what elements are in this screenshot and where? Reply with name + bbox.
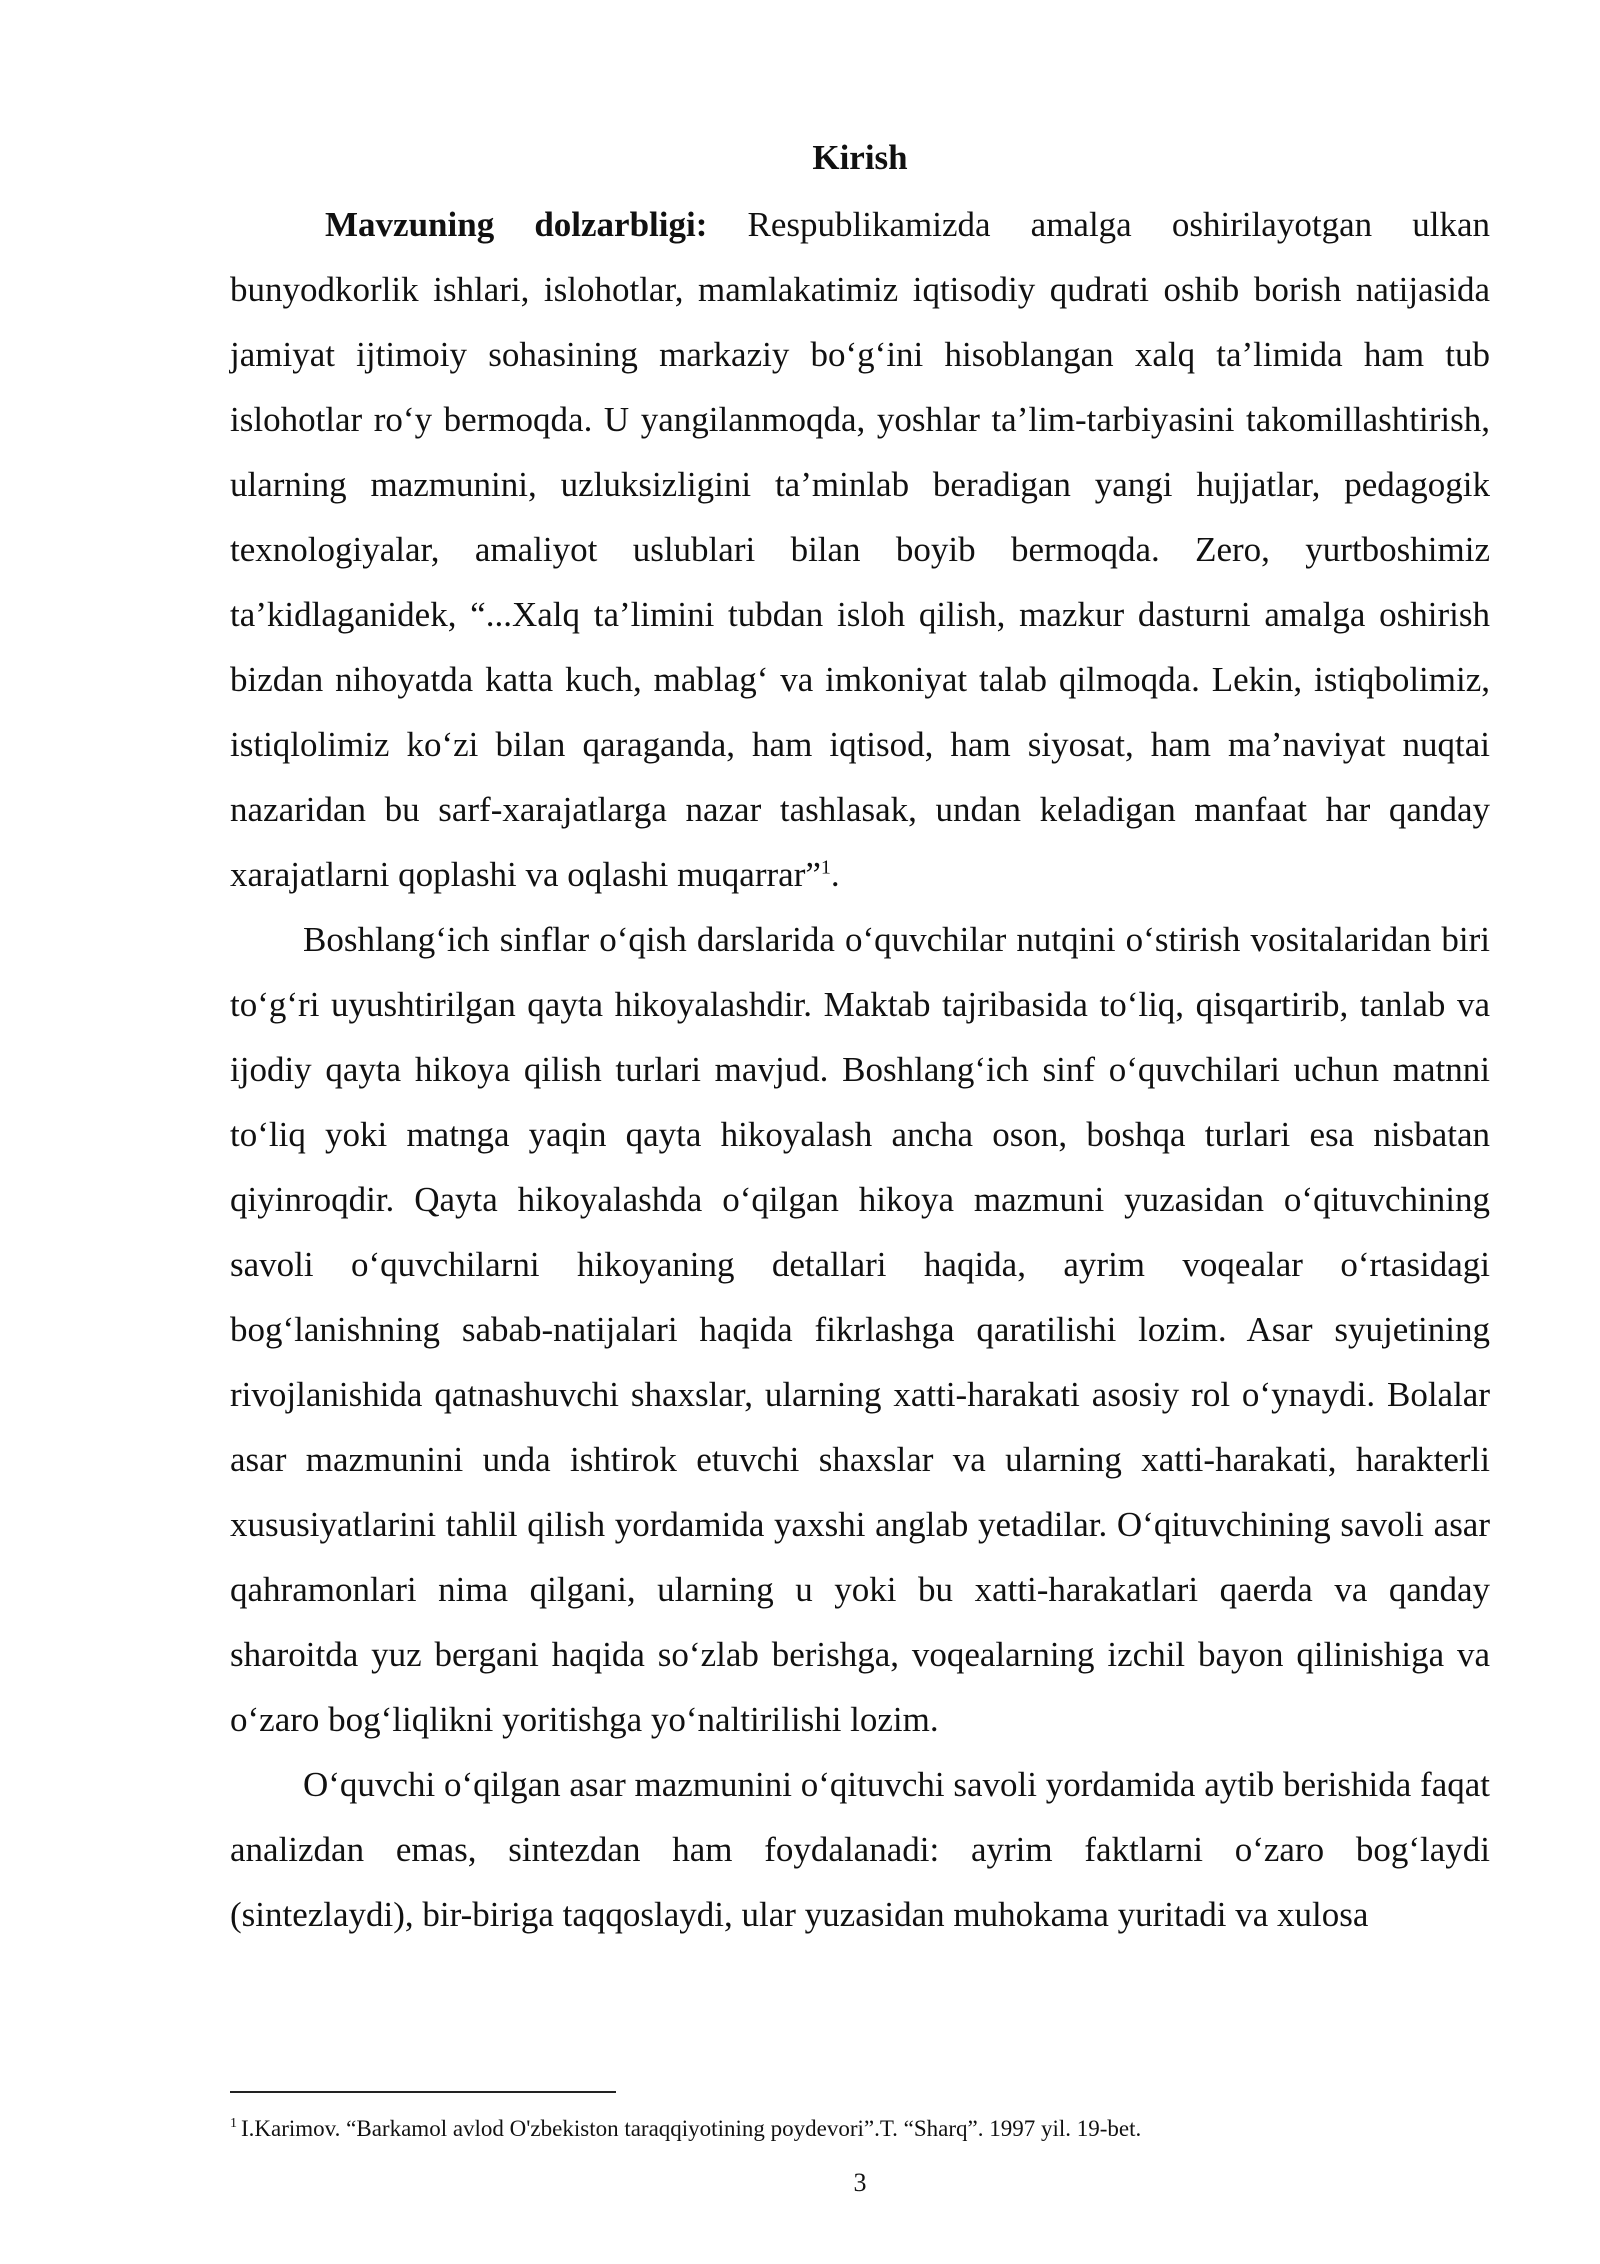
page-number: 3	[853, 2168, 867, 2197]
body-text	[230, 192, 1490, 1947]
footnote-text: I.Karimov. “Barkamol avlod O'zbekiston taraqqiyotining poydevori”.T. “Sharq”. 1997 yil. 19-bet.	[241, 2116, 1142, 2141]
paragraph-analysis: O‘quvchi o‘qilgan asar mazmunini o‘qituvchi savoli yordamida aytib berishida faqat analizdan emas, sintezdan ham foydalanadi: ayrim faktlarni o‘zaro bog‘laydi (sintezlaydi), bir-biriga taqqoslaydi, ular yuzasidan muhokama yuritadi va xulosa	[230, 1765, 1490, 1934]
footnote-number: 1	[230, 2116, 237, 2132]
relevance-tail: .	[830, 855, 840, 894]
footnote	[230, 2114, 1490, 2144]
paragraph-relevance	[230, 192, 1490, 907]
section-title: Kirish	[812, 138, 908, 177]
footnote-reference[interactable]: 1	[820, 856, 831, 879]
footnote-separator	[230, 2091, 616, 2093]
relevance-text: Respublikamizda amalga oshirilayotgan ulkan bunyodkorlik ishlari, islohotlar, mamlakatimiz iqtisodiy qudrati oshib borish natijasida jamiyat ijtimoiy sohasining markaziy bo‘g‘ini hisoblangan xalq ta’limida ham tub islohotlar ro‘y bermoqda. U yangilanmoqda, yoshlar ta’lim-tarbiyasini takomillashtirish, ularning mazmunini, uzluksizligini ta’minlab beradigan yangi hujjatlar, pedagogik texnologiyalar, amaliyot uslublari bilan boyib bermoqda. Zero, yurtboshimiz ta’kidlaganidek, “...Xalq ta’limini tubdan isloh qilish, mazkur dasturni amalga oshirish bizdan nihoyatda katta kuch, mablag‘ va imkoniyat talab qilmoqda. Lekin, istiqbolimiz, istiqlolimiz ko‘zi bilan qaraganda, ham iqtisod, ham siyosat, ham ma’naviyat nuqtai nazaridan bu sarf-xarajatlarga nazar tashlasak, undan keladigan manfaat har qanday xarajatlarni qoplashi va oqlashi muqarrar”	[230, 205, 1490, 894]
paragraph-retelling: Boshlang‘ich sinflar o‘qish darslarida o‘quvchilar nutqini o‘stirish vositalaridan biri to‘g‘ri uyushtirilgan qayta hikoyalashdir. Maktab tajribasida to‘liq, qisqartirib, tanlab va ijodiy qayta hikoya qilish turlari mavjud. Boshlang‘ich sinf o‘quvchilari uchun matnni to‘liq yoki matnga yaqin qayta hikoyalash ancha oson, boshqa turlari esa nisbatan qiyinroqdir. Qayta hikoyalashda o‘qilgan hikoya mazmuni yuzasidan o‘qituvchining savoli o‘quvchilarni hikoyaning detallari haqida, ayrim voqealar o‘rtasidagi bog‘lanishning sabab-natijalari haqida fikrlashga qaratilishi lozim. Asar syujetining rivojlanishida qatnashuvchi shaxslar, ularning xatti-harakati asosiy rol o‘ynaydi. Bolalar asar mazmunini unda ishtirok etuvchi shaxslar va ularning xatti-harakati, harakterli xususiyatlarini tahlil qilish yordamida yaxshi anglab yetadilar. O‘qituvchining savoli asar qahramonlari nima qilgani, ularning u yoki bu xatti-harakatlari qaerda va qanday sharoitda yuz bergani haqida so‘zlab berishga, voqealarning izchil bayon qilinishiga va o‘zaro bog‘liqlikni yoritishga yo‘naltirilishi lozim.	[230, 920, 1490, 1739]
relevance-lead: Mavzuning dolzarbligi:	[325, 205, 708, 244]
